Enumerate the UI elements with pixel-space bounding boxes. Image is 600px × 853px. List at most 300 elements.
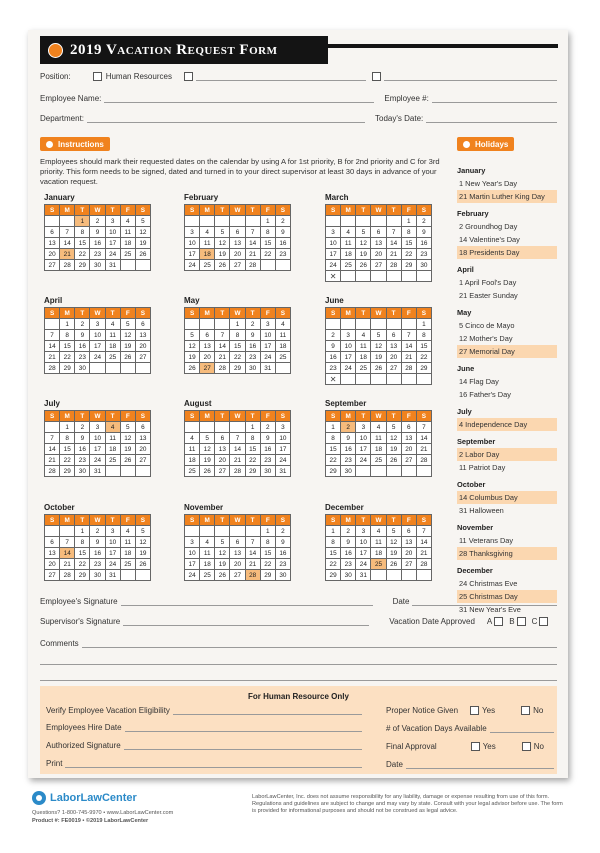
day-cell[interactable]: 19 xyxy=(215,559,230,570)
day-cell[interactable]: 27 xyxy=(387,363,402,374)
day-cell[interactable]: 29 xyxy=(75,260,90,271)
day-cell[interactable]: 3 xyxy=(356,526,371,537)
day-cell[interactable]: 11 xyxy=(121,537,136,548)
day-cell[interactable]: 11 xyxy=(276,330,291,341)
day-cell[interactable]: 12 xyxy=(136,227,151,238)
day-cell[interactable]: 28 xyxy=(246,570,261,581)
day-cell[interactable]: 2 xyxy=(276,216,291,227)
day-cell[interactable]: 11 xyxy=(106,330,121,341)
day-cell[interactable]: 14 xyxy=(246,548,261,559)
day-cell[interactable]: 27 xyxy=(136,352,151,363)
day-cell[interactable]: 2 xyxy=(90,526,105,537)
day-cell[interactable] xyxy=(387,216,402,227)
day-cell[interactable]: 6 xyxy=(230,537,245,548)
day-cell[interactable]: 23 xyxy=(417,249,432,260)
day-cell[interactable]: 23 xyxy=(341,455,356,466)
day-cell[interactable] xyxy=(371,374,386,385)
day-cell[interactable] xyxy=(45,216,60,227)
day-cell[interactable]: 29 xyxy=(230,363,245,374)
day-cell[interactable]: 7 xyxy=(246,227,261,238)
day-cell[interactable] xyxy=(60,526,75,537)
day-cell[interactable]: 14 xyxy=(45,341,60,352)
day-cell[interactable]: 22 xyxy=(246,455,261,466)
approval-yes-checkbox[interactable] xyxy=(471,742,480,751)
day-cell[interactable]: 16 xyxy=(75,444,90,455)
day-cell[interactable]: 20 xyxy=(230,249,245,260)
day-cell[interactable]: 5 xyxy=(387,422,402,433)
day-cell[interactable]: 20 xyxy=(402,548,417,559)
day-cell[interactable]: 17 xyxy=(341,352,356,363)
day-cell[interactable]: 19 xyxy=(387,548,402,559)
day-cell[interactable]: 9 xyxy=(276,537,291,548)
day-cell[interactable]: 25 xyxy=(371,455,386,466)
day-cell[interactable] xyxy=(356,374,371,385)
day-cell[interactable]: 24 xyxy=(90,455,105,466)
day-cell[interactable]: 12 xyxy=(136,537,151,548)
day-cell[interactable]: 9 xyxy=(326,341,341,352)
day-cell[interactable]: 30 xyxy=(341,466,356,477)
day-cell[interactable]: 17 xyxy=(276,444,291,455)
day-cell[interactable] xyxy=(185,422,200,433)
day-cell[interactable]: 11 xyxy=(341,238,356,249)
day-cell[interactable]: 1 xyxy=(326,422,341,433)
day-cell[interactable] xyxy=(417,570,432,581)
day-cell[interactable]: 26 xyxy=(121,455,136,466)
day-cell[interactable]: 17 xyxy=(326,249,341,260)
day-cell[interactable]: 30 xyxy=(341,570,356,581)
day-cell[interactable] xyxy=(326,271,341,282)
day-cell[interactable] xyxy=(356,319,371,330)
day-cell[interactable]: 29 xyxy=(261,570,276,581)
day-cell[interactable]: 11 xyxy=(371,433,386,444)
day-cell[interactable]: 9 xyxy=(90,537,105,548)
day-cell[interactable]: 17 xyxy=(185,559,200,570)
day-cell[interactable]: 15 xyxy=(402,238,417,249)
day-cell[interactable]: 17 xyxy=(90,444,105,455)
day-cell[interactable] xyxy=(371,570,386,581)
day-cell[interactable] xyxy=(185,526,200,537)
day-cell[interactable] xyxy=(402,374,417,385)
day-cell[interactable]: 5 xyxy=(136,526,151,537)
day-cell[interactable]: 15 xyxy=(60,444,75,455)
day-cell[interactable] xyxy=(387,271,402,282)
day-cell[interactable]: 10 xyxy=(276,433,291,444)
day-cell[interactable]: 9 xyxy=(341,537,356,548)
day-cell[interactable]: 2 xyxy=(326,330,341,341)
day-cell[interactable] xyxy=(341,319,356,330)
day-cell[interactable]: 24 xyxy=(106,559,121,570)
day-cell[interactable]: 14 xyxy=(387,238,402,249)
day-cell[interactable]: 23 xyxy=(246,352,261,363)
day-cell[interactable] xyxy=(402,319,417,330)
day-cell[interactable]: 8 xyxy=(417,330,432,341)
day-cell[interactable]: 9 xyxy=(90,227,105,238)
day-cell[interactable]: 22 xyxy=(230,352,245,363)
day-cell[interactable] xyxy=(326,374,341,385)
day-cell[interactable]: 14 xyxy=(417,537,432,548)
day-cell[interactable]: 3 xyxy=(341,330,356,341)
day-cell[interactable]: 7 xyxy=(215,330,230,341)
day-cell[interactable]: 15 xyxy=(261,548,276,559)
notice-yes-checkbox[interactable] xyxy=(470,706,479,715)
choice-a-checkbox[interactable] xyxy=(494,617,503,626)
day-cell[interactable]: 6 xyxy=(200,330,215,341)
day-cell[interactable]: 23 xyxy=(276,559,291,570)
day-cell[interactable]: 25 xyxy=(341,260,356,271)
day-cell[interactable]: 7 xyxy=(60,537,75,548)
day-cell[interactable] xyxy=(230,422,245,433)
day-cell[interactable]: 13 xyxy=(402,433,417,444)
day-cell[interactable]: 7 xyxy=(417,422,432,433)
day-cell[interactable]: 5 xyxy=(215,537,230,548)
day-cell[interactable] xyxy=(417,271,432,282)
day-cell[interactable]: 7 xyxy=(387,227,402,238)
day-cell[interactable] xyxy=(215,319,230,330)
day-cell[interactable]: 3 xyxy=(185,537,200,548)
day-cell[interactable]: 16 xyxy=(326,352,341,363)
day-cell[interactable]: 2 xyxy=(75,319,90,330)
day-cell[interactable]: 10 xyxy=(90,433,105,444)
day-cell[interactable]: 24 xyxy=(326,260,341,271)
day-cell[interactable]: 31 xyxy=(90,466,105,477)
day-cell[interactable]: 12 xyxy=(215,548,230,559)
day-cell[interactable] xyxy=(246,526,261,537)
day-cell[interactable]: 7 xyxy=(417,526,432,537)
day-cell[interactable]: 4 xyxy=(121,216,136,227)
day-cell[interactable]: 26 xyxy=(185,363,200,374)
day-cell[interactable]: 17 xyxy=(106,548,121,559)
day-cell[interactable]: 26 xyxy=(387,455,402,466)
day-cell[interactable]: 4 xyxy=(371,422,386,433)
day-cell[interactable]: 20 xyxy=(45,559,60,570)
day-cell[interactable] xyxy=(341,271,356,282)
day-cell[interactable]: 24 xyxy=(276,455,291,466)
day-cell[interactable]: 22 xyxy=(75,249,90,260)
day-cell[interactable]: 16 xyxy=(417,238,432,249)
day-cell[interactable]: 10 xyxy=(261,330,276,341)
day-cell[interactable]: 24 xyxy=(185,260,200,271)
day-cell[interactable]: 24 xyxy=(356,455,371,466)
day-cell[interactable]: 25 xyxy=(121,559,136,570)
day-cell[interactable]: 10 xyxy=(185,548,200,559)
day-cell[interactable]: 5 xyxy=(121,319,136,330)
day-cell[interactable] xyxy=(136,260,151,271)
day-cell[interactable]: 2 xyxy=(276,526,291,537)
day-cell[interactable]: 24 xyxy=(106,249,121,260)
day-cell[interactable]: 12 xyxy=(371,341,386,352)
day-cell[interactable]: 27 xyxy=(230,260,245,271)
day-cell[interactable]: 8 xyxy=(75,227,90,238)
day-cell[interactable]: 16 xyxy=(90,548,105,559)
day-cell[interactable]: 23 xyxy=(75,352,90,363)
day-cell[interactable]: 2 xyxy=(75,422,90,433)
day-cell[interactable]: 30 xyxy=(417,260,432,271)
day-cell[interactable]: 31 xyxy=(356,570,371,581)
day-cell[interactable]: 19 xyxy=(121,444,136,455)
day-cell[interactable]: 18 xyxy=(356,352,371,363)
day-cell[interactable] xyxy=(200,319,215,330)
day-cell[interactable]: 30 xyxy=(75,466,90,477)
day-cell[interactable]: 26 xyxy=(387,559,402,570)
day-cell[interactable]: 17 xyxy=(185,249,200,260)
day-cell[interactable]: 20 xyxy=(215,455,230,466)
day-cell[interactable]: 14 xyxy=(402,341,417,352)
day-cell[interactable]: 18 xyxy=(106,341,121,352)
day-cell[interactable]: 26 xyxy=(215,570,230,581)
day-cell[interactable]: 18 xyxy=(276,341,291,352)
day-cell[interactable] xyxy=(136,570,151,581)
day-cell[interactable]: 7 xyxy=(246,537,261,548)
day-cell[interactable]: 15 xyxy=(417,341,432,352)
day-cell[interactable]: 4 xyxy=(356,330,371,341)
day-cell[interactable]: 3 xyxy=(106,216,121,227)
day-cell[interactable]: 21 xyxy=(45,352,60,363)
employee-number-field[interactable] xyxy=(432,94,557,103)
day-cell[interactable]: 4 xyxy=(106,319,121,330)
day-cell[interactable]: 17 xyxy=(261,341,276,352)
day-cell[interactable]: 6 xyxy=(371,227,386,238)
comments-line-2[interactable] xyxy=(40,656,557,665)
day-cell[interactable]: 21 xyxy=(60,559,75,570)
print-field[interactable] xyxy=(65,759,362,768)
position-line-2[interactable] xyxy=(196,72,366,81)
day-cell[interactable]: 27 xyxy=(136,455,151,466)
day-cell[interactable]: 10 xyxy=(356,537,371,548)
day-cell[interactable] xyxy=(200,526,215,537)
day-cell[interactable]: 6 xyxy=(402,422,417,433)
day-cell[interactable]: 1 xyxy=(60,319,75,330)
day-cell[interactable]: 5 xyxy=(215,227,230,238)
day-cell[interactable]: 13 xyxy=(45,548,60,559)
day-cell[interactable]: 1 xyxy=(261,216,276,227)
day-cell[interactable] xyxy=(215,526,230,537)
day-cell[interactable]: 23 xyxy=(276,249,291,260)
day-cell[interactable]: 8 xyxy=(261,537,276,548)
day-cell[interactable]: 26 xyxy=(215,260,230,271)
day-cell[interactable]: 19 xyxy=(356,249,371,260)
day-cell[interactable] xyxy=(387,319,402,330)
authorized-signature-field[interactable] xyxy=(124,741,362,750)
employee-date-field[interactable] xyxy=(412,597,557,606)
day-cell[interactable]: 19 xyxy=(200,455,215,466)
day-cell[interactable]: 3 xyxy=(106,526,121,537)
day-cell[interactable] xyxy=(371,271,386,282)
day-cell[interactable]: 25 xyxy=(200,260,215,271)
day-cell[interactable]: 12 xyxy=(387,433,402,444)
day-cell[interactable]: 29 xyxy=(417,363,432,374)
day-cell[interactable]: 16 xyxy=(246,341,261,352)
approval-no-checkbox[interactable] xyxy=(522,742,531,751)
day-cell[interactable]: 9 xyxy=(341,433,356,444)
day-cell[interactable]: 21 xyxy=(417,444,432,455)
day-cell[interactable]: 3 xyxy=(90,319,105,330)
day-cell[interactable]: 16 xyxy=(341,444,356,455)
day-cell[interactable]: 5 xyxy=(387,526,402,537)
day-cell[interactable]: 22 xyxy=(326,559,341,570)
day-cell[interactable]: 8 xyxy=(326,537,341,548)
day-cell[interactable]: 23 xyxy=(75,455,90,466)
day-cell[interactable] xyxy=(387,570,402,581)
day-cell[interactable] xyxy=(417,466,432,477)
day-cell[interactable] xyxy=(121,363,136,374)
day-cell[interactable]: 28 xyxy=(246,260,261,271)
day-cell[interactable]: 11 xyxy=(106,433,121,444)
day-cell[interactable]: 20 xyxy=(136,341,151,352)
day-cell[interactable]: 28 xyxy=(45,466,60,477)
day-cell[interactable]: 13 xyxy=(402,537,417,548)
day-cell[interactable]: 15 xyxy=(75,238,90,249)
day-cell[interactable]: 12 xyxy=(387,537,402,548)
day-cell[interactable]: 1 xyxy=(417,319,432,330)
day-cell[interactable]: 2 xyxy=(341,422,356,433)
day-cell[interactable]: 18 xyxy=(106,444,121,455)
day-cell[interactable]: 6 xyxy=(387,330,402,341)
day-cell[interactable] xyxy=(326,319,341,330)
day-cell[interactable]: 19 xyxy=(387,444,402,455)
day-cell[interactable]: 26 xyxy=(136,249,151,260)
day-cell[interactable]: 27 xyxy=(230,570,245,581)
day-cell[interactable]: 2 xyxy=(246,319,261,330)
day-cell[interactable] xyxy=(60,216,75,227)
day-cell[interactable]: 16 xyxy=(90,238,105,249)
day-cell[interactable]: 6 xyxy=(45,537,60,548)
day-cell[interactable]: 18 xyxy=(121,548,136,559)
day-cell[interactable]: 18 xyxy=(371,548,386,559)
day-cell[interactable]: 11 xyxy=(121,227,136,238)
day-cell[interactable]: 10 xyxy=(106,227,121,238)
day-cell[interactable]: 15 xyxy=(326,444,341,455)
day-cell[interactable]: 3 xyxy=(261,319,276,330)
day-cell[interactable]: 31 xyxy=(106,260,121,271)
day-cell[interactable]: 13 xyxy=(387,341,402,352)
day-cell[interactable] xyxy=(402,570,417,581)
day-cell[interactable]: 14 xyxy=(45,444,60,455)
day-cell[interactable]: 25 xyxy=(371,559,386,570)
day-cell[interactable]: 3 xyxy=(185,227,200,238)
day-cell[interactable]: 22 xyxy=(417,352,432,363)
day-cell[interactable]: 20 xyxy=(136,444,151,455)
day-cell[interactable]: 27 xyxy=(402,559,417,570)
day-cell[interactable]: 26 xyxy=(136,559,151,570)
day-cell[interactable]: 5 xyxy=(136,216,151,227)
day-cell[interactable]: 10 xyxy=(185,238,200,249)
hr-date-field[interactable] xyxy=(406,760,554,769)
day-cell[interactable]: 12 xyxy=(200,444,215,455)
day-cell[interactable]: 24 xyxy=(90,352,105,363)
day-cell[interactable]: 6 xyxy=(402,526,417,537)
day-cell[interactable]: 1 xyxy=(75,526,90,537)
day-cell[interactable]: 27 xyxy=(200,363,215,374)
day-cell[interactable]: 28 xyxy=(417,559,432,570)
day-cell[interactable] xyxy=(185,216,200,227)
day-cell[interactable] xyxy=(215,216,230,227)
day-cell[interactable]: 23 xyxy=(90,559,105,570)
day-cell[interactable]: 16 xyxy=(276,548,291,559)
day-cell[interactable]: 30 xyxy=(90,570,105,581)
day-cell[interactable]: 18 xyxy=(200,559,215,570)
day-cell[interactable]: 4 xyxy=(341,227,356,238)
day-cell[interactable]: 10 xyxy=(356,433,371,444)
day-cell[interactable]: 14 xyxy=(60,238,75,249)
day-cell[interactable]: 14 xyxy=(246,238,261,249)
day-cell[interactable]: 12 xyxy=(356,238,371,249)
day-cell[interactable]: 28 xyxy=(215,363,230,374)
day-cell[interactable]: 27 xyxy=(402,455,417,466)
days-available-field[interactable] xyxy=(490,724,554,733)
employee-signature-field[interactable] xyxy=(121,597,373,606)
day-cell[interactable]: 16 xyxy=(261,444,276,455)
day-cell[interactable]: 4 xyxy=(106,422,121,433)
day-cell[interactable]: 27 xyxy=(215,466,230,477)
day-cell[interactable]: 3 xyxy=(90,422,105,433)
day-cell[interactable]: 30 xyxy=(75,363,90,374)
day-cell[interactable]: 20 xyxy=(200,352,215,363)
day-cell[interactable]: 20 xyxy=(45,249,60,260)
day-cell[interactable]: 7 xyxy=(45,330,60,341)
day-cell[interactable]: 30 xyxy=(90,260,105,271)
day-cell[interactable]: 26 xyxy=(356,260,371,271)
day-cell[interactable]: 25 xyxy=(356,363,371,374)
employee-name-field[interactable] xyxy=(104,94,374,103)
day-cell[interactable] xyxy=(45,422,60,433)
day-cell[interactable]: 19 xyxy=(185,352,200,363)
day-cell[interactable]: 8 xyxy=(230,330,245,341)
day-cell[interactable] xyxy=(371,319,386,330)
day-cell[interactable] xyxy=(326,216,341,227)
day-cell[interactable]: 14 xyxy=(60,548,75,559)
day-cell[interactable]: 7 xyxy=(230,433,245,444)
day-cell[interactable]: 29 xyxy=(60,466,75,477)
day-cell[interactable]: 10 xyxy=(326,238,341,249)
day-cell[interactable]: 11 xyxy=(185,444,200,455)
day-cell[interactable]: 9 xyxy=(75,433,90,444)
day-cell[interactable]: 23 xyxy=(341,559,356,570)
hire-date-field[interactable] xyxy=(125,723,362,732)
day-cell[interactable]: 31 xyxy=(276,466,291,477)
day-cell[interactable] xyxy=(356,216,371,227)
day-cell[interactable]: 21 xyxy=(60,249,75,260)
day-cell[interactable]: 30 xyxy=(276,570,291,581)
day-cell[interactable]: 19 xyxy=(136,238,151,249)
position-checkbox-3[interactable] xyxy=(372,72,381,81)
day-cell[interactable]: 19 xyxy=(215,249,230,260)
day-cell[interactable]: 11 xyxy=(371,537,386,548)
day-cell[interactable]: 20 xyxy=(387,352,402,363)
day-cell[interactable]: 24 xyxy=(185,570,200,581)
day-cell[interactable]: 1 xyxy=(75,216,90,227)
day-cell[interactable] xyxy=(276,363,291,374)
day-cell[interactable]: 3 xyxy=(356,422,371,433)
day-cell[interactable]: 12 xyxy=(121,433,136,444)
day-cell[interactable]: 18 xyxy=(200,249,215,260)
day-cell[interactable]: 6 xyxy=(45,227,60,238)
day-cell[interactable]: 14 xyxy=(417,433,432,444)
day-cell[interactable]: 22 xyxy=(60,352,75,363)
day-cell[interactable]: 28 xyxy=(417,455,432,466)
day-cell[interactable]: 7 xyxy=(45,433,60,444)
day-cell[interactable]: 1 xyxy=(326,526,341,537)
day-cell[interactable]: 3 xyxy=(276,422,291,433)
day-cell[interactable]: 15 xyxy=(75,548,90,559)
day-cell[interactable]: 29 xyxy=(60,363,75,374)
day-cell[interactable]: 28 xyxy=(402,363,417,374)
position-line-3[interactable] xyxy=(384,72,557,81)
day-cell[interactable]: 10 xyxy=(106,537,121,548)
day-cell[interactable] xyxy=(230,216,245,227)
day-cell[interactable] xyxy=(371,216,386,227)
day-cell[interactable]: 17 xyxy=(106,238,121,249)
day-cell[interactable]: 8 xyxy=(75,537,90,548)
